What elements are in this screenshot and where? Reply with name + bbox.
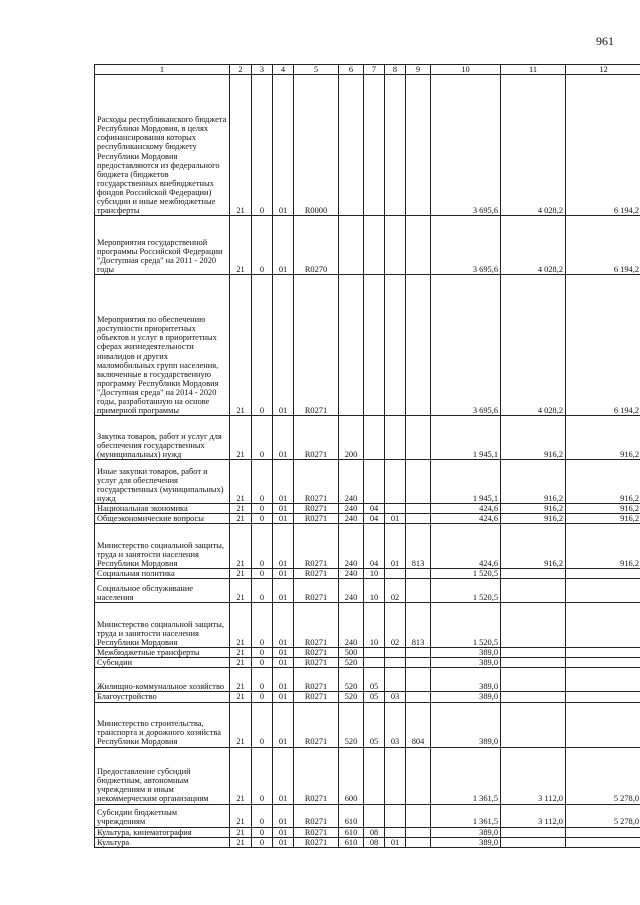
cell-col-8: 01 [385,837,406,847]
cell-col-7: 05 [364,692,385,702]
cell-col-3: 0 [252,668,273,692]
cell-col-10: 389,0 [431,648,501,658]
cell-col-12: 916,2 [566,514,640,524]
cell-col-11 [501,658,566,668]
cell-col-12: 6 194,2 [566,75,640,216]
cell-col-5: R0271 [294,569,339,579]
cell-col-6: 600 [339,747,364,804]
cell-col-4: 01 [273,524,294,569]
table-row [95,692,640,702]
cell-col-4: 01 [273,747,294,804]
cell-col-11 [501,702,566,747]
row-label: Социальная политика [95,569,230,579]
cell-col-12 [566,837,640,847]
cell-col-9: 804 [406,702,431,747]
cell-col-10: 424,6 [431,514,501,524]
cell-col-10: 3 695,6 [431,75,501,216]
column-header: 6 [339,65,364,75]
cell-col-7 [364,275,385,416]
cell-col-3: 0 [252,827,273,837]
cell-col-3: 0 [252,75,273,216]
cell-col-12: 6 194,2 [566,216,640,275]
cell-col-8: 03 [385,692,406,702]
cell-col-11 [501,692,566,702]
row-label: Министерство социальной защиты, труда и занятости населения Республики Мордовия [95,603,230,648]
cell-col-11: 916,2 [501,504,566,514]
cell-col-9: 813 [406,603,431,648]
cell-col-5: R0271 [294,603,339,648]
cell-col-6: 240 [339,579,364,603]
cell-col-11: 4 028,2 [501,216,566,275]
cell-col-6: 520 [339,658,364,668]
cell-col-10: 389,0 [431,668,501,692]
table-row [95,460,640,504]
table-header-row [95,65,640,75]
cell-col-11: 916,2 [501,514,566,524]
cell-col-11: 3 112,0 [501,747,566,804]
cell-col-8: 01 [385,524,406,569]
cell-col-5: R0270 [294,216,339,275]
row-label: Национальная экономика [95,504,230,514]
cell-col-3: 0 [252,747,273,804]
cell-col-5: R0271 [294,668,339,692]
column-header: 12 [566,65,640,75]
cell-col-2: 21 [230,569,252,579]
cell-col-10: 389,0 [431,658,501,668]
cell-col-10: 389,0 [431,702,501,747]
cell-col-8 [385,275,406,416]
cell-col-2: 21 [230,514,252,524]
cell-col-11: 916,2 [501,460,566,504]
cell-col-8 [385,416,406,460]
cell-col-7: 08 [364,837,385,847]
column-header: 9 [406,65,431,75]
cell-col-8 [385,658,406,668]
cell-col-9 [406,692,431,702]
table-row [95,804,640,827]
cell-col-6: 200 [339,416,364,460]
cell-col-2: 21 [230,692,252,702]
cell-col-12: 5 278,0 [566,804,640,827]
cell-col-5: R0271 [294,837,339,847]
column-header: 2 [230,65,252,75]
row-label: Социальное обслуживание населения [95,579,230,603]
cell-col-2: 21 [230,579,252,603]
cell-col-2: 21 [230,747,252,804]
cell-col-7 [364,648,385,658]
row-label: Министерство социальной защиты, труда и занятости населения Республики Мордовия [95,524,230,569]
cell-col-6: 240 [339,460,364,504]
cell-col-5: R0271 [294,692,339,702]
cell-col-3: 0 [252,692,273,702]
cell-col-12 [566,658,640,668]
table-row [95,747,640,804]
cell-col-3: 0 [252,569,273,579]
cell-col-2: 21 [230,804,252,827]
cell-col-7 [364,216,385,275]
cell-col-7 [364,747,385,804]
cell-col-9 [406,416,431,460]
table-row [95,514,640,524]
cell-col-2: 21 [230,275,252,416]
column-header: 8 [385,65,406,75]
cell-col-6: 240 [339,504,364,514]
cell-col-7 [364,416,385,460]
cell-col-11: 4 028,2 [501,75,566,216]
cell-col-4: 01 [273,216,294,275]
cell-col-4: 01 [273,702,294,747]
cell-col-11 [501,837,566,847]
page-number: 961 [596,34,614,48]
cell-col-9 [406,75,431,216]
cell-col-7 [364,658,385,668]
row-label: Иные закупки товаров, работ и услуг для обеспечения государственных (муниципальных) нужд [95,460,230,504]
cell-col-12 [566,692,640,702]
cell-col-4: 01 [273,514,294,524]
cell-col-4: 01 [273,658,294,668]
cell-col-6: 240 [339,524,364,569]
column-header: 3 [252,65,273,75]
cell-col-11: 916,2 [501,524,566,569]
cell-col-2: 21 [230,216,252,275]
cell-col-12: 916,2 [566,504,640,514]
row-label: Мероприятия по обеспечению доступности приоритетных объектов и услуг в приоритетных сферах жизнедеятельности инвалидов и других маломобильных групп населения, включенные в государственную программу Республики Мордовия "Доступная среда" на 2014 - 2020 годы, разработанную на основе примерной программы [95,275,230,416]
cell-col-5: R0271 [294,747,339,804]
column-header: 10 [431,65,501,75]
cell-col-11 [501,603,566,648]
cell-col-7: 08 [364,827,385,837]
cell-col-2: 21 [230,524,252,569]
cell-col-11: 916,2 [501,416,566,460]
table-row [95,648,640,658]
cell-col-10: 1 945,1 [431,460,501,504]
cell-col-7: 04 [364,504,385,514]
row-label: Благоустройство [95,692,230,702]
cell-col-5: R0271 [294,702,339,747]
cell-col-10: 424,6 [431,504,501,514]
cell-col-2: 21 [230,75,252,216]
cell-col-12: 916,2 [566,524,640,569]
cell-col-11: 3 112,0 [501,804,566,827]
row-label: Общеэкономические вопросы [95,514,230,524]
cell-col-6 [339,216,364,275]
cell-col-8 [385,648,406,658]
cell-col-3: 0 [252,460,273,504]
cell-col-6: 240 [339,603,364,648]
cell-col-7: 04 [364,524,385,569]
cell-col-9 [406,804,431,827]
cell-col-12 [566,569,640,579]
cell-col-8 [385,804,406,827]
cell-col-6: 520 [339,668,364,692]
cell-col-10: 1 520,5 [431,603,501,648]
cell-col-3: 0 [252,603,273,648]
cell-col-2: 21 [230,504,252,514]
cell-col-6: 240 [339,569,364,579]
row-label: Предоставление субсидий бюджетным, автономным учреждениям и иным некоммерческим организациям [95,747,230,804]
table-row [95,658,640,668]
cell-col-5: R0271 [294,275,339,416]
table-row [95,216,640,275]
table-row [95,504,640,514]
table-row [95,416,640,460]
budget-table [94,64,640,848]
row-label: Закупка товаров, работ и услуг для обеспечения государственных (муниципальных) нужд [95,416,230,460]
cell-col-8: 02 [385,579,406,603]
cell-col-4: 01 [273,648,294,658]
row-label: Мероприятия государственной программы Российской Федерации "Доступная среда" на 2011 - 2020 годы [95,216,230,275]
cell-col-3: 0 [252,702,273,747]
cell-col-4: 01 [273,668,294,692]
cell-col-7: 10 [364,603,385,648]
cell-col-12: 916,2 [566,460,640,504]
cell-col-4: 01 [273,460,294,504]
cell-col-12 [566,603,640,648]
cell-col-3: 0 [252,648,273,658]
cell-col-5: R0271 [294,524,339,569]
cell-col-3: 0 [252,837,273,847]
cell-col-5: R0271 [294,827,339,837]
cell-col-11 [501,668,566,692]
cell-col-5: R0271 [294,648,339,658]
cell-col-8 [385,827,406,837]
cell-col-9 [406,747,431,804]
cell-col-5: R0000 [294,75,339,216]
table-row [95,569,640,579]
cell-col-10: 389,0 [431,827,501,837]
cell-col-6: 520 [339,702,364,747]
cell-col-2: 21 [230,658,252,668]
cell-col-2: 21 [230,827,252,837]
cell-col-12 [566,579,640,603]
cell-col-2: 21 [230,603,252,648]
cell-col-4: 01 [273,603,294,648]
cell-col-8 [385,75,406,216]
row-label: Межбюджетные трансферты [95,648,230,658]
cell-col-7 [364,75,385,216]
cell-col-10: 1 520,5 [431,569,501,579]
cell-col-6 [339,275,364,416]
cell-col-10: 389,0 [431,837,501,847]
row-label: Культура, кинематография [95,827,230,837]
cell-col-6: 520 [339,692,364,702]
table-row [95,579,640,603]
row-label: Культура [95,837,230,847]
cell-col-3: 0 [252,504,273,514]
cell-col-10: 424,6 [431,524,501,569]
cell-col-2: 21 [230,648,252,658]
cell-col-12: 5 278,0 [566,747,640,804]
cell-col-2: 21 [230,702,252,747]
table-row [95,702,640,747]
table-row [95,668,640,692]
cell-col-12 [566,827,640,837]
cell-col-10: 1 361,5 [431,747,501,804]
column-header: 7 [364,65,385,75]
cell-col-3: 0 [252,524,273,569]
cell-col-8: 03 [385,702,406,747]
cell-col-8: 01 [385,514,406,524]
cell-col-6: 610 [339,827,364,837]
cell-col-4: 01 [273,75,294,216]
cell-col-3: 0 [252,216,273,275]
cell-col-9 [406,827,431,837]
cell-col-4: 01 [273,275,294,416]
cell-col-6: 240 [339,514,364,524]
cell-col-2: 21 [230,837,252,847]
cell-col-4: 01 [273,504,294,514]
row-label: Министерство строительства, транспорта и дорожного хозяйства Республики Мордовия [95,702,230,747]
cell-col-10: 1 361,5 [431,804,501,827]
cell-col-9 [406,658,431,668]
cell-col-12: 6 194,2 [566,275,640,416]
cell-col-12: 916,2 [566,416,640,460]
cell-col-5: R0271 [294,504,339,514]
cell-col-3: 0 [252,514,273,524]
cell-col-3: 0 [252,579,273,603]
cell-col-7: 10 [364,579,385,603]
cell-col-5: R0271 [294,579,339,603]
cell-col-11 [501,648,566,658]
cell-col-4: 01 [273,837,294,847]
table-row [95,603,640,648]
cell-col-6: 610 [339,804,364,827]
cell-col-2: 21 [230,668,252,692]
cell-col-9 [406,504,431,514]
cell-col-11: 4 028,2 [501,275,566,416]
cell-col-7: 05 [364,702,385,747]
cell-col-8 [385,569,406,579]
cell-col-12 [566,648,640,658]
table-row [95,75,640,216]
row-label: Субсидии бюджетным учреждениям [95,804,230,827]
cell-col-8 [385,504,406,514]
cell-col-4: 01 [273,804,294,827]
cell-col-5: R0271 [294,658,339,668]
column-header: 4 [273,65,294,75]
cell-col-3: 0 [252,804,273,827]
row-label: Расходы республиканского бюджета Республики Мордовия, в целях софинансирования которых республиканскому бюджету Республики Мордовия предоставляются из федерального бюджета (бюджетов государственных внебюджетных фондов Российской Федерации) субсидии и иные межбюджетные трансферты [95,75,230,216]
cell-col-5: R0271 [294,460,339,504]
cell-col-9: 813 [406,524,431,569]
cell-col-10: 389,0 [431,692,501,702]
column-header: 5 [294,65,339,75]
cell-col-3: 0 [252,658,273,668]
cell-col-2: 21 [230,460,252,504]
row-label: Жилищно-коммунальное хозяйство [95,668,230,692]
cell-col-10: 3 695,6 [431,216,501,275]
cell-col-9 [406,275,431,416]
cell-col-8: 02 [385,603,406,648]
cell-col-9 [406,569,431,579]
cell-col-4: 01 [273,827,294,837]
cell-col-9 [406,579,431,603]
cell-col-9 [406,514,431,524]
cell-col-3: 0 [252,275,273,416]
cell-col-9 [406,216,431,275]
cell-col-5: R0271 [294,804,339,827]
cell-col-7: 05 [364,668,385,692]
cell-col-8 [385,747,406,804]
cell-col-11 [501,579,566,603]
cell-col-4: 01 [273,569,294,579]
cell-col-10: 1 945,1 [431,416,501,460]
cell-col-3: 0 [252,416,273,460]
cell-col-9 [406,460,431,504]
cell-col-7 [364,460,385,504]
table-row [95,524,640,569]
cell-col-8 [385,216,406,275]
cell-col-5: R0271 [294,514,339,524]
cell-col-8 [385,460,406,504]
cell-col-11 [501,827,566,837]
cell-col-10: 3 695,6 [431,275,501,416]
cell-col-12 [566,702,640,747]
cell-col-4: 01 [273,416,294,460]
cell-col-6 [339,75,364,216]
cell-col-12 [566,668,640,692]
cell-col-7: 10 [364,569,385,579]
column-header: 11 [501,65,566,75]
cell-col-4: 01 [273,692,294,702]
cell-col-4: 01 [273,579,294,603]
cell-col-7: 04 [364,514,385,524]
cell-col-6: 500 [339,648,364,658]
cell-col-8 [385,668,406,692]
cell-col-9 [406,668,431,692]
cell-col-9 [406,837,431,847]
cell-col-2: 21 [230,416,252,460]
table-row [95,827,640,837]
cell-col-9 [406,648,431,658]
cell-col-6: 610 [339,837,364,847]
table-row [95,275,640,416]
table-row [95,837,640,847]
cell-col-5: R0271 [294,416,339,460]
cell-col-10: 1 520,5 [431,579,501,603]
cell-col-11 [501,569,566,579]
cell-col-7 [364,804,385,827]
row-label: Субсидии [95,658,230,668]
column-header: 1 [95,65,230,75]
